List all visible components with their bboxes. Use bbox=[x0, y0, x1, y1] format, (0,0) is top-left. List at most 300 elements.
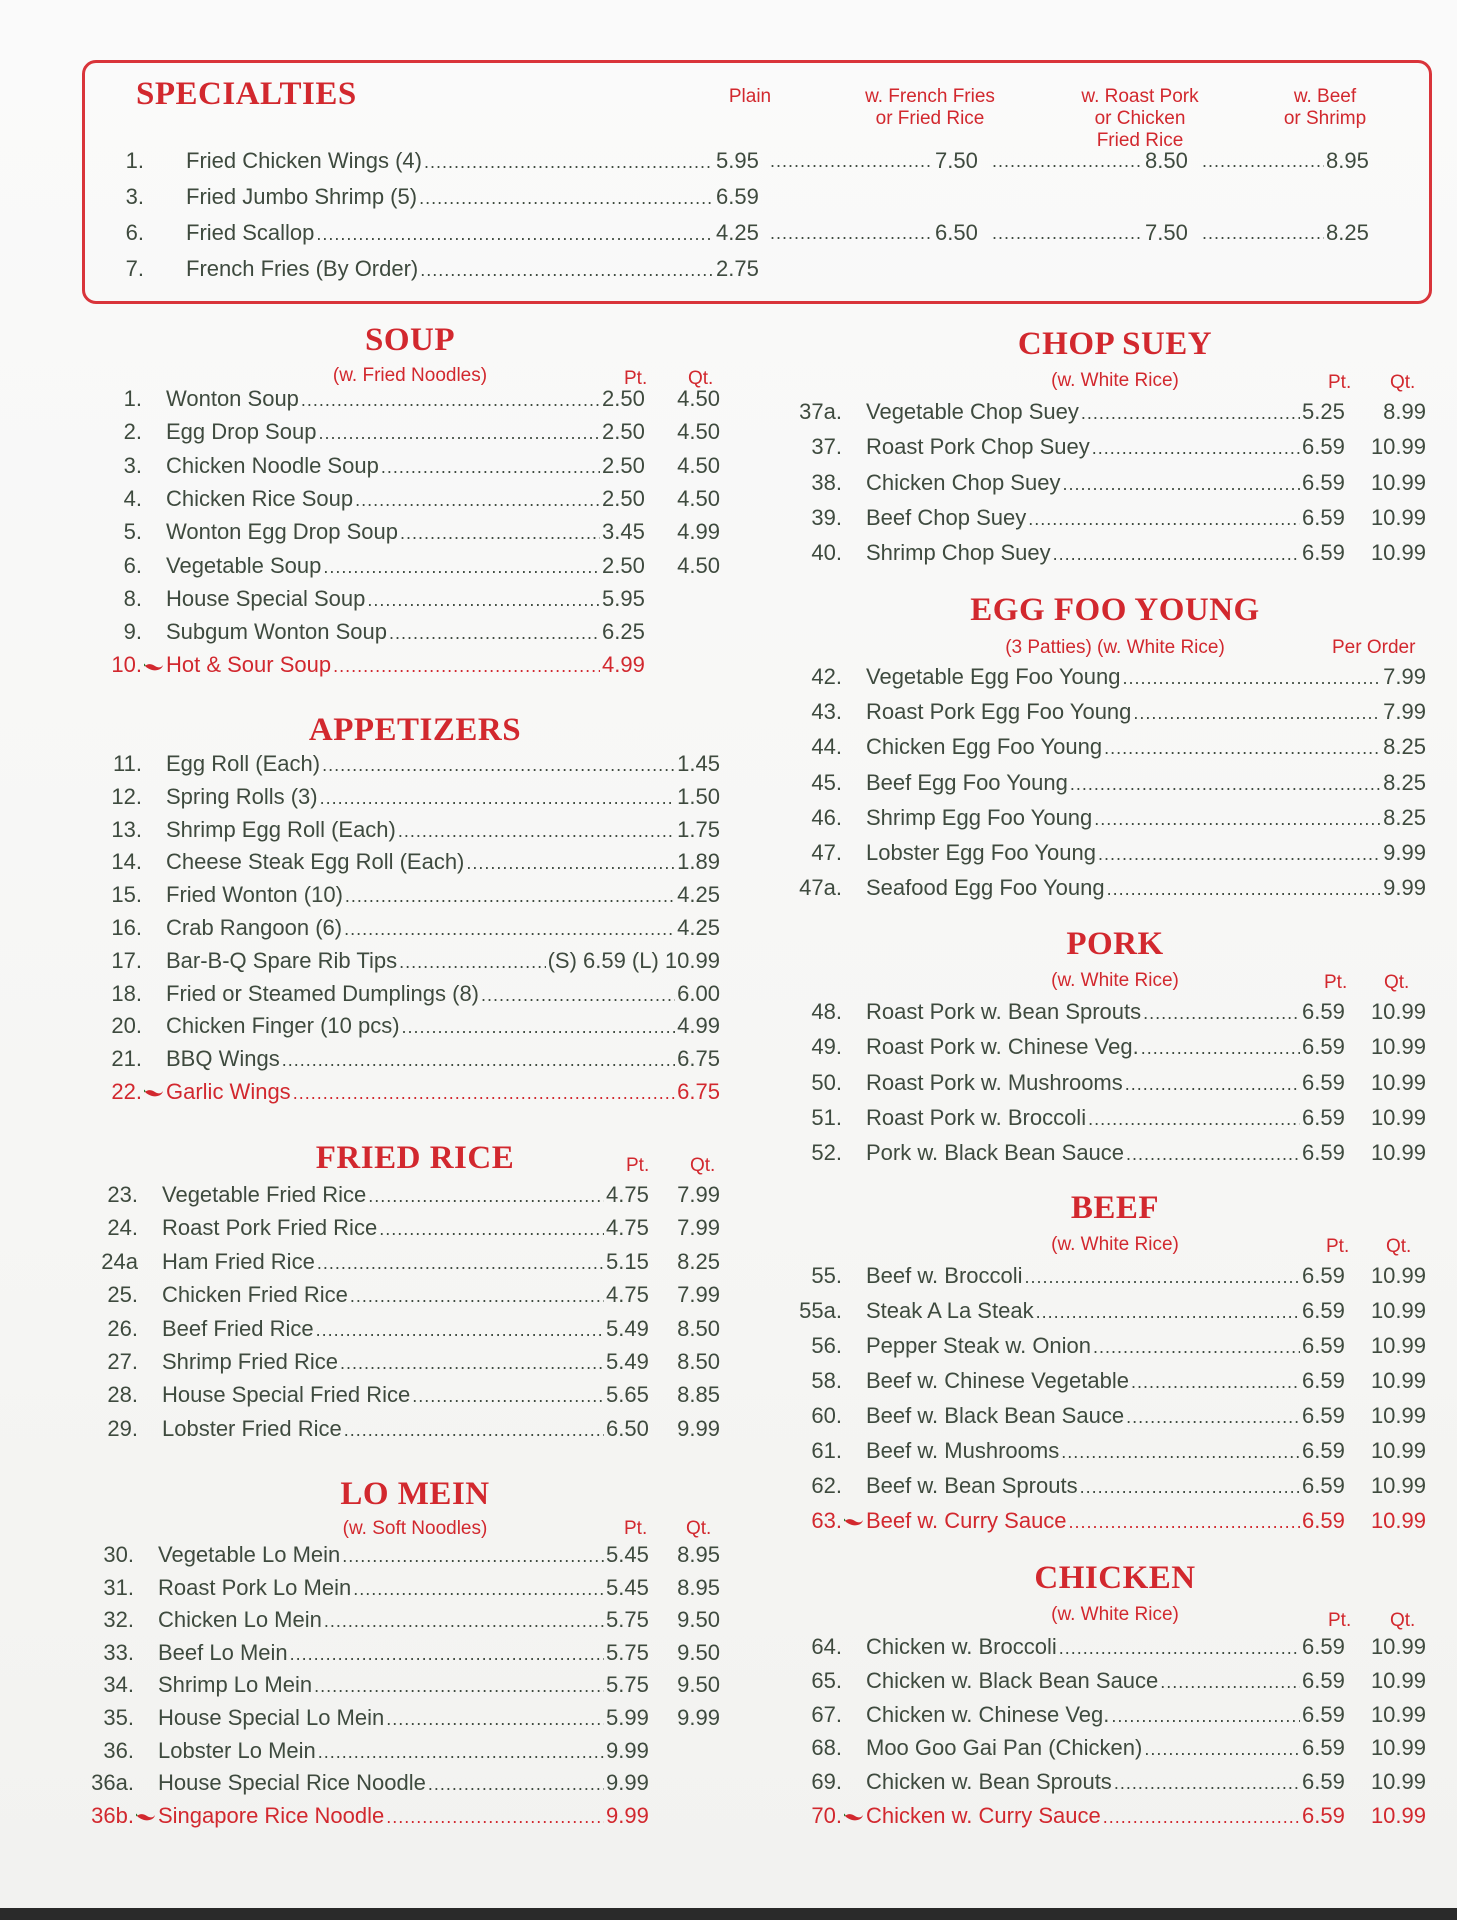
item-price-pint: 5.95 bbox=[602, 585, 645, 611]
price-with-roast-pork: 7.50 bbox=[1145, 220, 1188, 245]
item-price: 6.00 bbox=[677, 980, 720, 1006]
soup-qt-header: Qt. bbox=[688, 368, 714, 389]
item-number: 14. bbox=[111, 849, 142, 875]
item-name: Chicken Egg Foo Young bbox=[866, 734, 1103, 760]
leader-dots bbox=[481, 980, 675, 1010]
item-price-pint: 6.50 bbox=[606, 1415, 649, 1441]
item-name: Garlic Wings bbox=[166, 1079, 291, 1104]
menu-item-row bbox=[100, 1011, 720, 1041]
item-price-pint: 5.65 bbox=[606, 1382, 649, 1408]
pepper-slot bbox=[142, 650, 166, 680]
pork-subtitle: (w. White Rice) bbox=[1051, 970, 1179, 991]
item-price-pint: 9.99 bbox=[606, 1802, 649, 1828]
menu-item-row bbox=[790, 873, 1426, 903]
leader-dots bbox=[318, 1737, 604, 1767]
item-price-pint: 5.15 bbox=[606, 1248, 649, 1274]
leader-dots bbox=[1202, 146, 1324, 176]
item-price-quart: 7.99 bbox=[677, 1282, 720, 1308]
item-number: 64. bbox=[811, 1634, 842, 1659]
item-name: Beef w. Broccoli bbox=[866, 1263, 1023, 1288]
item-number: 20. bbox=[111, 1013, 142, 1039]
item-number: 55. bbox=[811, 1263, 842, 1288]
leader-dots bbox=[1143, 998, 1300, 1028]
leader-dots bbox=[1070, 769, 1381, 799]
menu-item-row bbox=[100, 551, 720, 581]
item-price: (S) 6.59 (L) 10.99 bbox=[547, 947, 720, 973]
item-price-quart: 10.99 bbox=[1370, 1769, 1426, 1795]
item-name: Vegetable Chop Suey bbox=[866, 399, 1079, 424]
specialties-col-pork-line1: w. Roast Pork bbox=[1081, 86, 1199, 107]
item-name: Roast Pork Chop Suey bbox=[866, 434, 1090, 460]
price-with-roast-pork: 8.50 bbox=[1145, 148, 1188, 173]
beef-title: BEEF bbox=[1070, 1190, 1160, 1226]
item-price-pint: 5.49 bbox=[606, 1315, 649, 1341]
leader-dots bbox=[1141, 1033, 1300, 1063]
leader-dots bbox=[400, 518, 600, 548]
menu-item-row bbox=[96, 1414, 720, 1444]
item-name: Fried Wonton (10) bbox=[166, 882, 343, 908]
leader-dots bbox=[770, 146, 933, 176]
leader-dots bbox=[420, 255, 712, 285]
item-number: 60. bbox=[811, 1403, 842, 1428]
item-number: 12. bbox=[111, 783, 142, 809]
item-number: 61. bbox=[811, 1438, 842, 1463]
item-number: 25. bbox=[107, 1282, 138, 1308]
item-number: 10. bbox=[111, 652, 142, 678]
item-number: 33. bbox=[103, 1639, 134, 1665]
menu-item-row bbox=[790, 1767, 1426, 1797]
item-price: 1.50 bbox=[677, 783, 720, 809]
specialties-col-pork-line3: Fried Rice bbox=[1096, 130, 1184, 151]
item-price-pint: 5.49 bbox=[606, 1349, 649, 1374]
item-number: 6. bbox=[123, 552, 142, 578]
leader-dots bbox=[1036, 1297, 1300, 1327]
egg-foo-young-per-order: Per Order bbox=[1332, 637, 1416, 658]
item-price-quart: 7.99 bbox=[677, 1182, 720, 1207]
leader-dots bbox=[1059, 1633, 1300, 1663]
item-name: Steak A La Steak bbox=[866, 1298, 1034, 1323]
hot-pepper-icon bbox=[844, 1517, 864, 1527]
item-name: Fried Scallop bbox=[186, 220, 315, 245]
item-name: Ham Fried Rice bbox=[162, 1248, 315, 1274]
menu-item-row bbox=[100, 913, 720, 943]
leader-dots bbox=[353, 1574, 604, 1604]
item-price: 1.89 bbox=[677, 849, 720, 875]
item-price-quart: 10.99 bbox=[1370, 1140, 1426, 1166]
specialties-col-fries bbox=[830, 86, 1030, 130]
item-price-quart: 10.99 bbox=[1370, 1368, 1426, 1393]
item-number: 37. bbox=[811, 434, 842, 460]
leader-dots bbox=[344, 914, 675, 944]
item-name: Fried or Steamed Dumplings (8) bbox=[166, 980, 480, 1006]
item-name: French Fries (By Order) bbox=[186, 256, 419, 281]
item-name: Pork w. Black Bean Sauce bbox=[866, 1140, 1125, 1166]
item-price-pint: 6.59 bbox=[1302, 1438, 1345, 1463]
item-name: Beef w. Bean Sprouts bbox=[866, 1473, 1078, 1498]
specialties-col-beef bbox=[1250, 86, 1400, 130]
item-price-pint: 6.59 bbox=[1302, 1368, 1345, 1393]
leader-dots bbox=[350, 1281, 604, 1311]
hot-pepper-icon bbox=[844, 1812, 864, 1822]
item-price-pint: 6.59 bbox=[1302, 1634, 1345, 1659]
item-name: Vegetable Egg Foo Young bbox=[866, 664, 1121, 689]
egg-foo-young-title: EGG FOO YOUNG bbox=[970, 592, 1260, 628]
chop-suey-qt-header: Qt. bbox=[1390, 372, 1416, 393]
leader-dots bbox=[318, 418, 600, 448]
item-name: Egg Drop Soup bbox=[166, 419, 317, 445]
item-price-quart: 10.99 bbox=[1370, 1735, 1426, 1761]
pork-pt-header: Pt. bbox=[1324, 972, 1348, 993]
leader-dots bbox=[466, 848, 675, 878]
soup-pt-header: Pt. bbox=[624, 368, 648, 389]
item-name: Moo Goo Gai Pan (Chicken) bbox=[866, 1735, 1143, 1761]
item-price-pint: 6.59 bbox=[1302, 1473, 1345, 1498]
menu-item-row bbox=[790, 1801, 1426, 1831]
item-number: 1. bbox=[125, 148, 144, 173]
item-price-quart: 9.99 bbox=[677, 1415, 720, 1441]
soup-subtitle: (w. Fried Noodles) bbox=[332, 365, 488, 386]
chop-suey-subtitle: (w. White Rice) bbox=[1051, 370, 1179, 391]
price-with-fries: 6.50 bbox=[935, 220, 978, 245]
item-price: 8.25 bbox=[1383, 804, 1426, 830]
menu-item-row bbox=[100, 880, 720, 910]
item-number: 69. bbox=[811, 1769, 842, 1795]
item-price-quart: 10.99 bbox=[1370, 1667, 1426, 1693]
menu-item-row bbox=[86, 1573, 720, 1603]
item-name: Beef w. Mushrooms bbox=[866, 1438, 1060, 1463]
menu-item-row bbox=[96, 1247, 720, 1277]
item-number: 46. bbox=[811, 804, 842, 830]
item-number: 37a. bbox=[799, 399, 842, 424]
item-price-pint: 5.99 bbox=[606, 1705, 649, 1730]
menu-item-row bbox=[790, 838, 1426, 868]
item-name: Beef Chop Suey bbox=[866, 504, 1027, 530]
item-name: Roast Pork w. Broccoli bbox=[866, 1104, 1087, 1130]
item-number: 26. bbox=[107, 1315, 138, 1341]
leader-dots bbox=[402, 1012, 676, 1042]
leader-dots bbox=[381, 452, 600, 482]
item-price-quart: 4.50 bbox=[677, 552, 720, 578]
menu-item-row bbox=[86, 1605, 720, 1635]
leader-dots bbox=[344, 1415, 604, 1445]
leader-dots bbox=[324, 1606, 604, 1636]
item-price-quart: 9.99 bbox=[677, 1705, 720, 1730]
item-price: 6.75 bbox=[677, 1046, 720, 1072]
item-price-pint: 6.25 bbox=[602, 619, 645, 645]
leader-dots bbox=[314, 1671, 604, 1701]
item-price: 9.99 bbox=[1383, 840, 1426, 865]
item-price-pint: 6.59 bbox=[1302, 1701, 1345, 1727]
chicken-qt-header: Qt. bbox=[1390, 1610, 1416, 1631]
item-number: 43. bbox=[811, 699, 842, 725]
item-price-pint: 6.59 bbox=[1302, 1069, 1345, 1095]
item-name: Beef Lo Mein bbox=[158, 1639, 288, 1665]
price-plain: 5.95 bbox=[716, 148, 759, 173]
leader-dots bbox=[1088, 1104, 1300, 1134]
item-price: 7.99 bbox=[1383, 699, 1426, 725]
lo-mein-qt-header: Qt. bbox=[686, 1518, 712, 1539]
price-with-beef: 8.95 bbox=[1326, 148, 1369, 173]
item-name: House Special Fried Rice bbox=[162, 1382, 411, 1408]
leader-dots bbox=[1122, 663, 1381, 693]
menu-item-row bbox=[100, 847, 720, 877]
menu-item-row bbox=[100, 1044, 720, 1074]
lo-mein-pt-header: Pt. bbox=[624, 1518, 648, 1539]
pepper-slot bbox=[142, 1077, 166, 1107]
pork-qt-header: Qt. bbox=[1384, 972, 1410, 993]
item-name: Beef w. Chinese Vegetable bbox=[866, 1368, 1129, 1393]
item-name: Chicken Rice Soup bbox=[166, 485, 354, 511]
leader-dots bbox=[1160, 1667, 1300, 1697]
hot-pepper-icon bbox=[144, 1088, 164, 1098]
leader-dots bbox=[1144, 1734, 1300, 1764]
item-number: 1. bbox=[123, 386, 142, 411]
item-number: 21. bbox=[111, 1046, 142, 1072]
appetizers-title: APPETIZERS bbox=[308, 712, 522, 748]
fried-rice-pt-header: Pt. bbox=[626, 1155, 650, 1176]
item-price-pint: 3.45 bbox=[602, 519, 645, 545]
item-price-quart: 10.99 bbox=[1370, 1634, 1426, 1659]
item-number: 7. bbox=[125, 256, 144, 281]
item-price: 1.75 bbox=[677, 816, 720, 842]
leader-dots bbox=[770, 218, 933, 248]
fried-rice-title: FRIED RICE bbox=[315, 1140, 515, 1176]
item-number: 55a. bbox=[799, 1298, 842, 1323]
leader-dots bbox=[1061, 1437, 1300, 1467]
item-name: Chicken w. Black Bean Sauce bbox=[866, 1667, 1159, 1693]
leader-dots bbox=[1111, 1701, 1300, 1731]
item-price-pint: 6.59 bbox=[1302, 1034, 1345, 1060]
leader-dots bbox=[345, 881, 675, 911]
item-name: Singapore Rice Noodle bbox=[158, 1802, 385, 1828]
price-with-fries: 7.50 bbox=[935, 148, 978, 173]
leader-dots bbox=[293, 1078, 675, 1108]
item-name: Chicken w. Bean Sprouts bbox=[866, 1769, 1112, 1795]
menu-item-row bbox=[100, 815, 720, 845]
item-price-quart: 9.50 bbox=[677, 1607, 720, 1633]
specialties-col-pork bbox=[1040, 86, 1240, 152]
leader-dots bbox=[992, 146, 1143, 176]
soup-title: SOUP bbox=[364, 322, 455, 358]
item-number: 62. bbox=[811, 1473, 842, 1498]
item-name: Lobster Fried Rice bbox=[162, 1415, 342, 1441]
item-number: 49. bbox=[811, 1034, 842, 1060]
menu-item-row bbox=[96, 1213, 720, 1243]
leader-dots bbox=[367, 585, 600, 615]
item-number: 48. bbox=[811, 999, 842, 1024]
item-name: Beef Egg Foo Young bbox=[866, 769, 1068, 795]
leader-dots bbox=[412, 1381, 604, 1411]
menu-item-row bbox=[100, 417, 720, 447]
menu-item-row bbox=[790, 538, 1426, 568]
specialties-col-fries-line2: or Fried Rice bbox=[875, 108, 985, 129]
item-number: 17. bbox=[111, 947, 142, 973]
item-price-quart: 10.99 bbox=[1370, 504, 1426, 530]
menu-item-row bbox=[790, 468, 1426, 498]
item-price-quart: 10.99 bbox=[1370, 1701, 1426, 1727]
item-name: Shrimp Egg Foo Young bbox=[866, 804, 1093, 830]
menu-item-row bbox=[790, 1296, 1426, 1326]
leader-dots bbox=[1080, 1472, 1300, 1502]
item-name: Vegetable Lo Mein bbox=[158, 1542, 341, 1567]
price-plain: 4.25 bbox=[716, 220, 759, 245]
menu-item-row bbox=[100, 451, 720, 481]
leader-dots bbox=[340, 1348, 604, 1378]
beef-qt-header: Qt. bbox=[1386, 1236, 1412, 1257]
item-price-quart: 9.50 bbox=[677, 1672, 720, 1698]
item-number: 4. bbox=[123, 485, 142, 511]
beef-pt-header: Pt. bbox=[1326, 1236, 1350, 1257]
lo-mein-subtitle: (w. Soft Noodles) bbox=[342, 1518, 488, 1539]
item-number: 70. bbox=[811, 1803, 842, 1828]
item-number: 51. bbox=[811, 1104, 842, 1130]
item-price-quart: 8.95 bbox=[677, 1542, 720, 1567]
item-price-pint: 5.75 bbox=[606, 1672, 649, 1698]
item-price-quart: 4.50 bbox=[677, 419, 720, 445]
leader-dots bbox=[1125, 1069, 1300, 1099]
leader-dots bbox=[386, 1802, 604, 1832]
item-name: Chicken Chop Suey bbox=[866, 469, 1061, 495]
menu-item-row bbox=[96, 1314, 720, 1344]
item-price-quart: 10.99 bbox=[1370, 434, 1426, 460]
item-price-pint: 6.59 bbox=[1302, 1667, 1345, 1693]
item-price: 8.25 bbox=[1383, 734, 1426, 760]
item-number: 56. bbox=[811, 1333, 842, 1358]
item-price-pint: 2.50 bbox=[602, 419, 645, 445]
leader-dots bbox=[1025, 1262, 1300, 1292]
item-name: Chicken Finger (10 pcs) bbox=[166, 1013, 400, 1039]
menu-item-row bbox=[96, 1180, 720, 1210]
chicken-pt-header: Pt. bbox=[1328, 1610, 1352, 1631]
leader-dots bbox=[398, 816, 675, 846]
menu-item-row bbox=[100, 517, 720, 547]
hot-pepper-icon bbox=[136, 1812, 156, 1822]
hot-pepper-icon bbox=[144, 662, 164, 672]
item-name: Vegetable Soup bbox=[166, 552, 322, 578]
menu-item-row bbox=[100, 384, 720, 414]
item-number: 2. bbox=[123, 419, 142, 445]
item-price-quart: 10.99 bbox=[1370, 1069, 1426, 1095]
item-price: 8.25 bbox=[1383, 769, 1426, 795]
leader-dots bbox=[1114, 1768, 1300, 1798]
leader-dots bbox=[1069, 1507, 1300, 1537]
leader-dots bbox=[1126, 1139, 1300, 1169]
item-price-quart: 10.99 bbox=[1370, 469, 1426, 495]
leader-dots bbox=[389, 618, 600, 648]
item-number: 24. bbox=[107, 1215, 138, 1241]
menu-item-row bbox=[790, 1506, 1426, 1536]
leader-dots bbox=[282, 1045, 675, 1075]
item-number: 40. bbox=[811, 540, 842, 566]
leader-dots bbox=[428, 1769, 604, 1799]
menu-item-row bbox=[790, 1032, 1426, 1062]
menu-item-row bbox=[790, 997, 1426, 1027]
item-price-pint: 6.59 bbox=[1302, 1104, 1345, 1130]
item-name: Vegetable Fried Rice bbox=[162, 1182, 367, 1207]
specialties-title: SPECIALTIES bbox=[136, 76, 357, 112]
specialties-col-pork-line2: or Chicken bbox=[1094, 108, 1186, 129]
item-price-quart: 8.85 bbox=[677, 1382, 720, 1408]
chop-suey-title: CHOP SUEY bbox=[1017, 326, 1213, 362]
menu-item-row bbox=[790, 1366, 1426, 1396]
menu-item-row bbox=[86, 1801, 720, 1831]
lo-mein-title: LO MEIN bbox=[340, 1476, 490, 1512]
item-number: 68. bbox=[811, 1735, 842, 1761]
item-price-pint: 5.45 bbox=[606, 1542, 649, 1567]
item-price: 7.99 bbox=[1383, 664, 1426, 689]
item-number: 38. bbox=[811, 469, 842, 495]
item-price-quart: 8.99 bbox=[1383, 399, 1426, 424]
leader-dots bbox=[379, 1214, 604, 1244]
item-name: Chicken Fried Rice bbox=[162, 1282, 348, 1308]
item-price-pint: 6.59 bbox=[1302, 1403, 1345, 1428]
item-price-quart: 10.99 bbox=[1370, 1298, 1426, 1323]
menu-item-row bbox=[100, 782, 720, 812]
leader-dots bbox=[1053, 539, 1300, 569]
item-number: 28. bbox=[107, 1382, 138, 1408]
item-price-quart: 10.99 bbox=[1370, 1104, 1426, 1130]
item-price-pint: 6.59 bbox=[1302, 504, 1345, 530]
item-price-pint: 5.75 bbox=[606, 1639, 649, 1665]
item-number: 47. bbox=[811, 840, 842, 865]
menu-item-row bbox=[86, 1768, 720, 1798]
item-name: Crab Rangoon (6) bbox=[166, 915, 343, 940]
item-number: 15. bbox=[111, 882, 142, 908]
item-name: Spring Rolls (3) bbox=[166, 783, 318, 809]
leader-dots bbox=[333, 651, 600, 681]
menu-item-row bbox=[790, 432, 1426, 462]
leader-dots bbox=[386, 1704, 604, 1734]
leader-dots bbox=[290, 1639, 604, 1669]
leader-dots bbox=[992, 218, 1143, 248]
item-price-quart: 10.99 bbox=[1370, 540, 1426, 566]
item-number: 36. bbox=[103, 1737, 134, 1763]
item-number: 8. bbox=[123, 585, 142, 611]
leader-dots bbox=[1133, 698, 1381, 728]
menu-item-row bbox=[96, 1380, 720, 1410]
item-number: 44. bbox=[811, 734, 842, 760]
menu-item-row bbox=[100, 1077, 720, 1107]
item-price-quart: 8.95 bbox=[677, 1574, 720, 1600]
item-name: House Special Lo Mein bbox=[158, 1705, 385, 1730]
item-number: 3. bbox=[125, 184, 144, 209]
chicken-title: CHICKEN bbox=[1034, 1560, 1196, 1596]
leader-dots bbox=[424, 147, 712, 177]
price-plain: 2.75 bbox=[716, 256, 759, 281]
item-number: 9. bbox=[123, 619, 142, 645]
menu-item-row bbox=[790, 1700, 1426, 1730]
item-price-quart: 7.99 bbox=[677, 1215, 720, 1241]
menu-item-row bbox=[100, 650, 720, 680]
item-number: 47a. bbox=[799, 875, 842, 901]
item-price-quart: 8.50 bbox=[677, 1349, 720, 1374]
leader-dots bbox=[323, 552, 600, 582]
item-name: Roast Pork w. Chinese Veg. bbox=[866, 1034, 1139, 1060]
item-number: 6. bbox=[125, 220, 144, 245]
item-name: Chicken w. Curry Sauce bbox=[866, 1803, 1101, 1828]
menu-item-row bbox=[790, 1331, 1426, 1361]
item-price-quart: 4.50 bbox=[677, 452, 720, 478]
page-bottom-edge bbox=[0, 1908, 1457, 1920]
leader-dots bbox=[1081, 398, 1300, 428]
leader-dots bbox=[322, 750, 675, 780]
item-name: Roast Pork Fried Rice bbox=[162, 1215, 378, 1241]
item-name: Beef w. Black Bean Sauce bbox=[866, 1403, 1125, 1428]
leader-dots bbox=[1028, 504, 1300, 534]
item-name: Wonton Soup bbox=[166, 386, 299, 411]
item-name: Roast Pork Lo Mein bbox=[158, 1574, 352, 1600]
item-price-pint: 6.59 bbox=[1302, 540, 1345, 566]
